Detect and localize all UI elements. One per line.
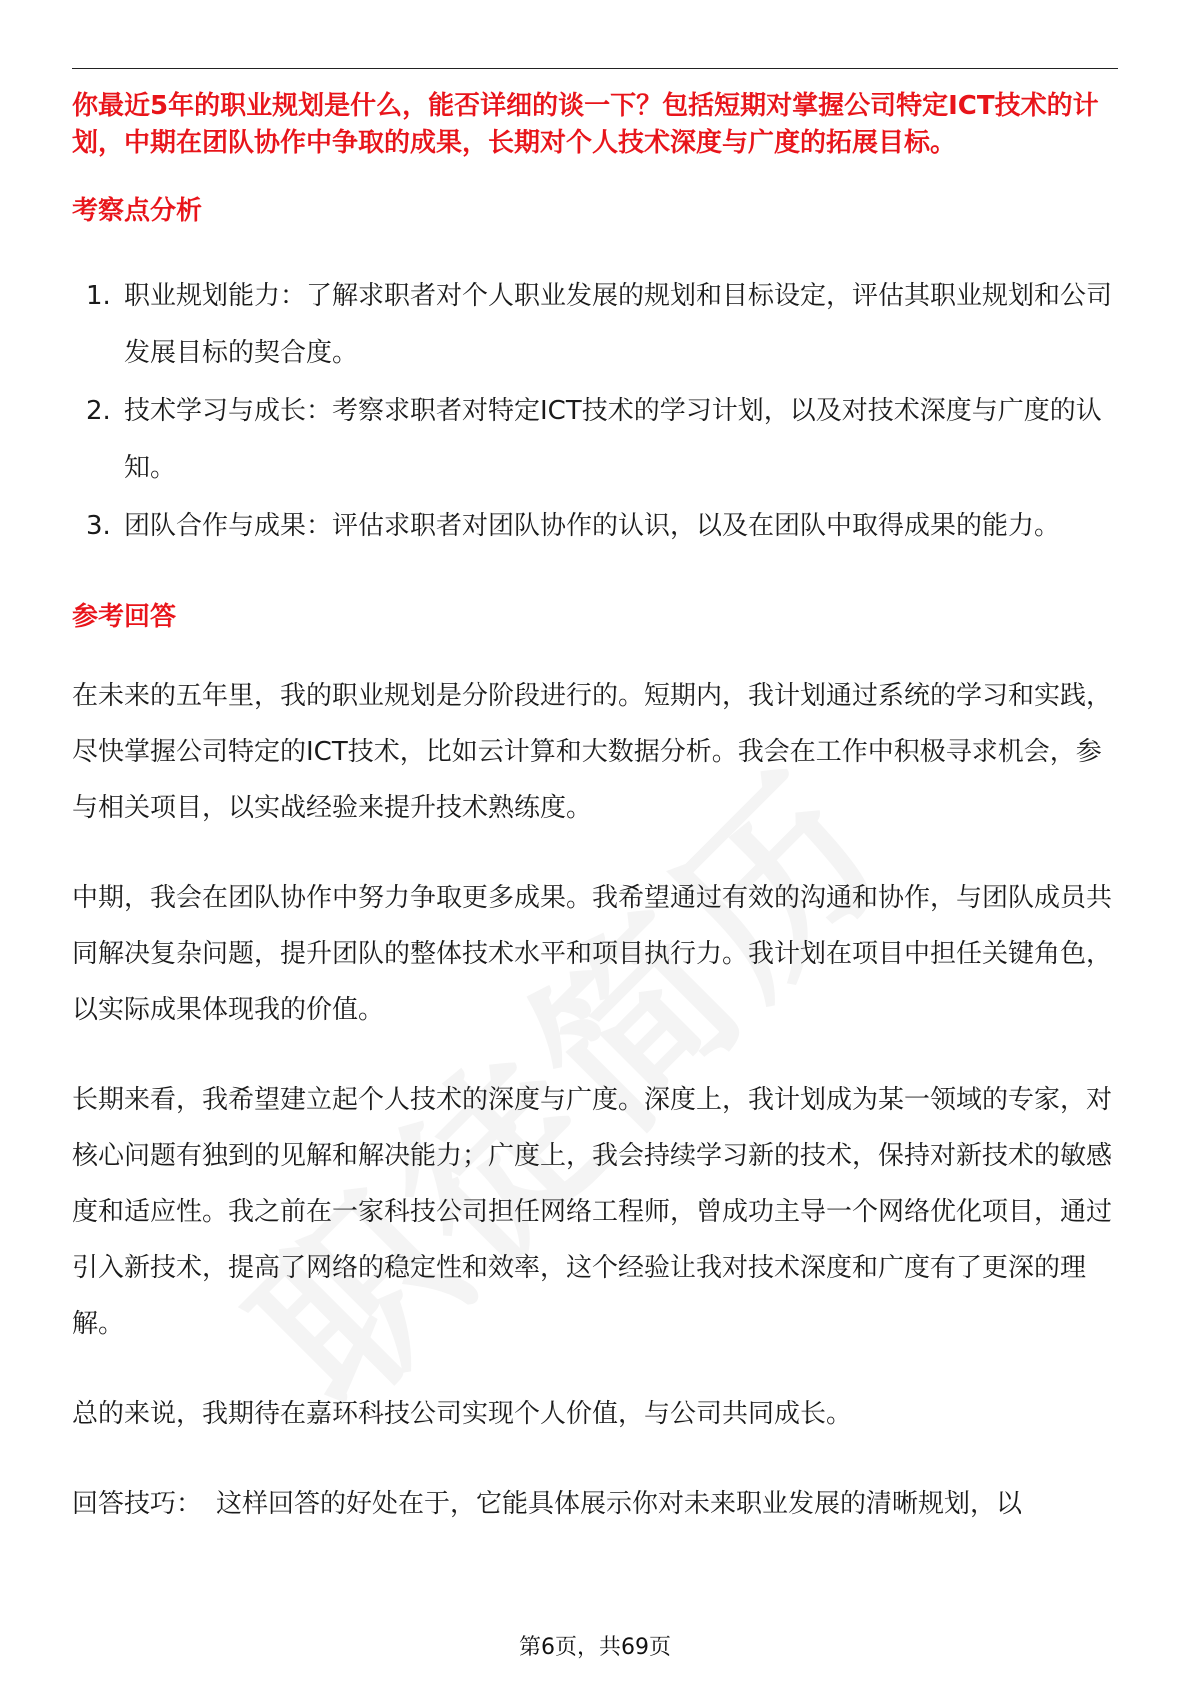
analysis-item-text: 职业规划能力：了解求职者对个人职业发展的规划和目标设定，评估其职业规划和公司发展目标的契合度。 <box>124 281 1113 368</box>
answer-paragraph-summary: 总的来说，我期待在嘉环科技公司实现个人价值，与公司共同成长。 <box>72 1399 853 1429</box>
answer-paragraph-long-term: 长期来看，我希望建立起个人技术的深度与广度。深度上，我计划成为某一领域的专家，对核心问题有独到的见解和解决能力；广度上，我会持续学习新的技术，保持对新技术的敏感度和适应性。我之前在一家科技公司担任网络工程师，曾成功主导一个网络优化项目，通过引入新技术，提高了网络的稳定性和效率，这个经验让我对技术深度和广度有了更深的理解。 <box>72 1085 1113 1339</box>
page-number: 第6页，共69页 <box>519 1635 671 1660</box>
question-heading: 你最近5年的职业规划是什么，能否详细的谈一下？包括短期对掌握公司特定ICT技术的计划，中期在团队协作中争取的成果，长期对个人技术深度与广度的拓展目标。 <box>72 91 1099 158</box>
answer-title: 参考回答 <box>72 602 177 632</box>
answer-paragraph-mid-term: 中期，我会在团队协作中努力争取更多成果。我希望通过有效的沟通和协作，与团队成员共同解决复杂问题，提升团队的整体技术水平和项目执行力。我计划在项目中担任关键角色，以实际成果体现我的价值。 <box>72 883 1113 1025</box>
analysis-title: 考察点分析 <box>72 196 203 226</box>
document-page <box>72 88 1118 1532</box>
analysis-item-text: 技术学习与成长：考察求职者对特定ICT技术的学习计划，以及对技术深度与广度的认知。 <box>124 396 1102 483</box>
analysis-list <box>72 268 1118 555</box>
analysis-item <box>72 498 1118 555</box>
list-number: 1. <box>86 281 111 311</box>
analysis-item-text: 团队合作与成果：评估求职者对团队协作的认识，以及在团队中取得成果的能力。 <box>124 511 1061 541</box>
tips-text: 这样回答的好处在于，它能具体展示你对未来职业发展的清晰规划，以 <box>216 1489 1023 1519</box>
tips-label: 回答技巧： <box>72 1489 203 1519</box>
list-number: 2. <box>86 396 111 426</box>
list-number: 3. <box>86 511 111 541</box>
analysis-item <box>72 383 1118 497</box>
answer-tips <box>72 1476 1118 1532</box>
analysis-item <box>72 268 1118 382</box>
answer-paragraph-short-term: 在未来的五年里，我的职业规划是分阶段进行的。短期内，我计划通过系统的学习和实践，尽快掌握公司特定的ICT技术，比如云计算和大数据分析。我会在工作中积极寻求机会，参与相关项目，以实战经验来提升技术熟练度。 <box>72 681 1113 823</box>
header-rule <box>72 68 1118 69</box>
